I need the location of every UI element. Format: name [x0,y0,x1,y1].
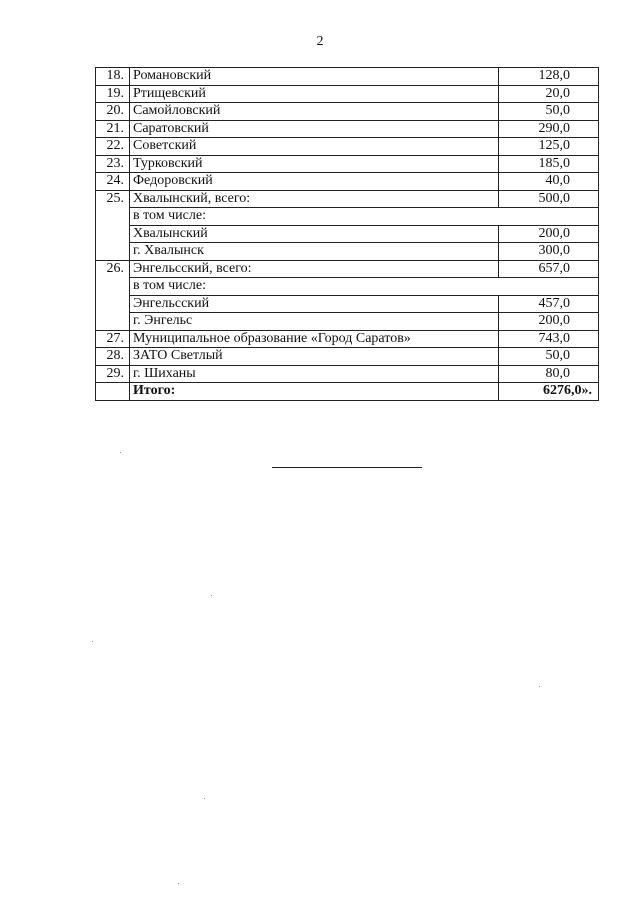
district-name: Самойловский [130,103,499,121]
scan-speck [178,883,179,884]
amount-cell: 128,0 [499,68,599,86]
amount-cell: 300,0 [499,243,599,261]
row-number: 19. [96,85,130,103]
table-row [96,155,599,173]
table-row [96,190,599,208]
page-number: 2 [316,34,324,49]
table-row [96,173,599,191]
table-row [96,330,599,348]
total-row [96,383,599,401]
table-row [96,348,599,366]
row-number: 22. [96,138,130,156]
table-row [96,313,599,331]
scan-speck [539,686,540,687]
closing-line [272,467,422,468]
amount-cell: 290,0 [499,120,599,138]
row-number: 23. [96,155,130,173]
scan-speck [92,641,93,642]
scan-speck [211,595,212,596]
district-name: Хвалынский [130,225,499,243]
amount-cell: 200,0 [499,225,599,243]
table-row [96,295,599,313]
amount-cell [499,208,599,226]
row-number: 27. [96,330,130,348]
table-row [96,225,599,243]
district-name: г. Шиханы [130,365,499,383]
table-row [96,365,599,383]
district-name: Хвалынский, всего: [130,190,499,208]
row-number: 28. [96,348,130,366]
amount-cell: 50,0 [499,103,599,121]
amount-cell: 40,0 [499,173,599,191]
allocation-table [95,67,599,401]
row-number: 21. [96,120,130,138]
amount-cell: 743,0 [499,330,599,348]
district-name: Федоровский [130,173,499,191]
table-row [96,243,599,261]
amount-cell: 185,0 [499,155,599,173]
amount-cell: 50,0 [499,348,599,366]
table-row [96,260,599,278]
district-name: Энгельсский [130,295,499,313]
subheading-label: в том числе: [130,208,499,226]
scan-speck [120,452,121,453]
total-number-cell [96,383,130,401]
table-row [96,68,599,86]
row-number: 18. [96,68,130,86]
table-row [96,278,599,296]
amount-cell: 500,0 [499,190,599,208]
amount-cell: 457,0 [499,295,599,313]
total-label: Итого: [130,383,499,401]
row-number: 20. [96,103,130,121]
amount-cell: 200,0 [499,313,599,331]
table-row [96,208,599,226]
district-name: Турковский [130,155,499,173]
district-name: Муниципальное образование «Город Саратов» [130,330,499,348]
row-number: 29. [96,365,130,383]
table-row [96,103,599,121]
amount-cell: 80,0 [499,365,599,383]
scan-speck [204,798,205,799]
district-name: Саратовский [130,120,499,138]
amount-cell: 20,0 [499,85,599,103]
row-number: 24. [96,173,130,191]
district-name: г. Энгельс [130,313,499,331]
district-name: Энгельсский, всего: [130,260,499,278]
district-name: Ртищевский [130,85,499,103]
table-row [96,120,599,138]
row-number: 25. [96,190,130,260]
district-name: г. Хвалынск [130,243,499,261]
total-value: 6276,0». [499,383,599,401]
amount-cell [499,278,599,296]
district-name: Романовский [130,68,499,86]
table-row [96,138,599,156]
amount-cell: 657,0 [499,260,599,278]
table-row [96,85,599,103]
subheading-label: в том числе: [130,278,499,296]
amount-cell: 125,0 [499,138,599,156]
district-name: Советский [130,138,499,156]
district-name: ЗАТО Светлый [130,348,499,366]
row-number: 26. [96,260,130,330]
